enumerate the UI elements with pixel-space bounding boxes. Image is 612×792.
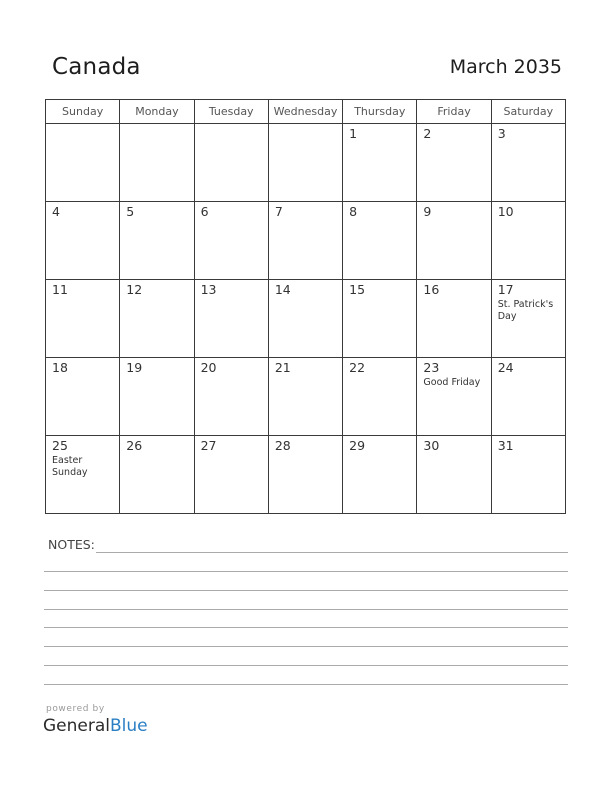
notes-label: NOTES:	[48, 537, 95, 552]
month-year-title: March 2035	[449, 56, 562, 78]
day-cell	[120, 124, 194, 202]
day-cell	[46, 280, 120, 358]
day-cell	[120, 436, 194, 514]
weekday-header-row	[46, 100, 566, 124]
day-cell	[194, 280, 268, 358]
generalblue-logo	[43, 716, 148, 736]
day-number: 29	[349, 438, 366, 453]
brand-blue-text: Blue	[110, 716, 148, 736]
day-number: 24	[497, 360, 514, 375]
day-cell	[46, 124, 120, 202]
powered-by-text: powered by	[46, 704, 105, 714]
country-title: Canada	[52, 54, 141, 80]
day-cell	[343, 436, 417, 514]
day-number: 16	[423, 282, 440, 297]
week-row	[46, 436, 566, 514]
day-number: 12	[126, 282, 143, 297]
day-number: 15	[349, 282, 366, 297]
day-cell	[120, 358, 194, 436]
note-line	[44, 665, 568, 666]
day-cell	[491, 202, 565, 280]
week-row	[46, 280, 566, 358]
day-number: 23	[423, 360, 440, 375]
day-cell	[343, 124, 417, 202]
weekday-wednesday: Wednesday	[268, 100, 342, 124]
day-cell	[268, 202, 342, 280]
day-number: 11	[52, 282, 68, 297]
day-cell	[194, 358, 268, 436]
weekday-thursday: Thursday	[343, 100, 417, 124]
day-cell	[343, 358, 417, 436]
day-cell	[194, 436, 268, 514]
holiday-label: Good Friday	[423, 377, 481, 388]
day-cell	[417, 124, 491, 202]
day-cell	[491, 358, 565, 436]
day-number: 10	[497, 204, 514, 219]
note-line	[96, 552, 568, 553]
day-number: 2	[423, 126, 432, 141]
week-row	[46, 202, 566, 280]
day-cell	[268, 124, 342, 202]
day-cell	[268, 436, 342, 514]
weekday-sunday: Sunday	[46, 100, 120, 124]
day-number: 31	[497, 438, 514, 453]
day-cell	[417, 280, 491, 358]
day-cell	[120, 280, 194, 358]
day-number: 17	[497, 282, 514, 297]
day-number: 9	[423, 204, 432, 219]
day-number: 1	[349, 126, 358, 141]
day-cell	[491, 280, 565, 358]
day-number: 22	[349, 360, 366, 375]
note-line	[44, 684, 568, 685]
day-cell	[46, 358, 120, 436]
day-number: 4	[52, 204, 60, 219]
day-cell	[120, 202, 194, 280]
day-number: 14	[274, 282, 291, 297]
day-cell	[268, 358, 342, 436]
day-number: 18	[52, 360, 68, 375]
day-cell	[46, 202, 120, 280]
note-line	[44, 590, 568, 591]
weekday-saturday: Saturday	[491, 100, 565, 124]
weekday-tuesday: Tuesday	[194, 100, 268, 124]
day-cell	[343, 202, 417, 280]
day-number: 26	[126, 438, 143, 453]
day-cell	[194, 202, 268, 280]
day-number: 7	[274, 204, 283, 219]
note-line	[44, 627, 568, 628]
day-number: 8	[349, 204, 358, 219]
day-cell	[417, 202, 491, 280]
day-cell	[417, 358, 491, 436]
day-number: 21	[274, 360, 291, 375]
holiday-label: Easter Sunday	[52, 455, 88, 478]
note-line	[44, 571, 568, 572]
day-cell	[268, 280, 342, 358]
note-line	[44, 646, 568, 647]
day-number: 25	[52, 438, 68, 453]
weekday-monday: Monday	[120, 100, 194, 124]
calendar-grid	[45, 99, 566, 514]
weekday-friday: Friday	[417, 100, 491, 124]
note-line	[44, 609, 568, 610]
day-number: 27	[200, 438, 217, 453]
day-number: 5	[126, 204, 135, 219]
day-number: 30	[423, 438, 440, 453]
day-number: 28	[274, 438, 291, 453]
day-number: 20	[200, 360, 217, 375]
day-number: 19	[126, 360, 143, 375]
day-number: 3	[497, 126, 506, 141]
day-cell	[194, 124, 268, 202]
brand-general-text: General	[43, 716, 110, 736]
holiday-label: St. Patrick's Day	[497, 299, 554, 322]
day-cell	[491, 436, 565, 514]
week-row	[46, 124, 566, 202]
day-cell	[343, 280, 417, 358]
day-cell	[417, 436, 491, 514]
day-cell	[491, 124, 565, 202]
day-number: 13	[200, 282, 217, 297]
day-number: 6	[200, 204, 209, 219]
day-cell	[46, 436, 120, 514]
week-row	[46, 358, 566, 436]
